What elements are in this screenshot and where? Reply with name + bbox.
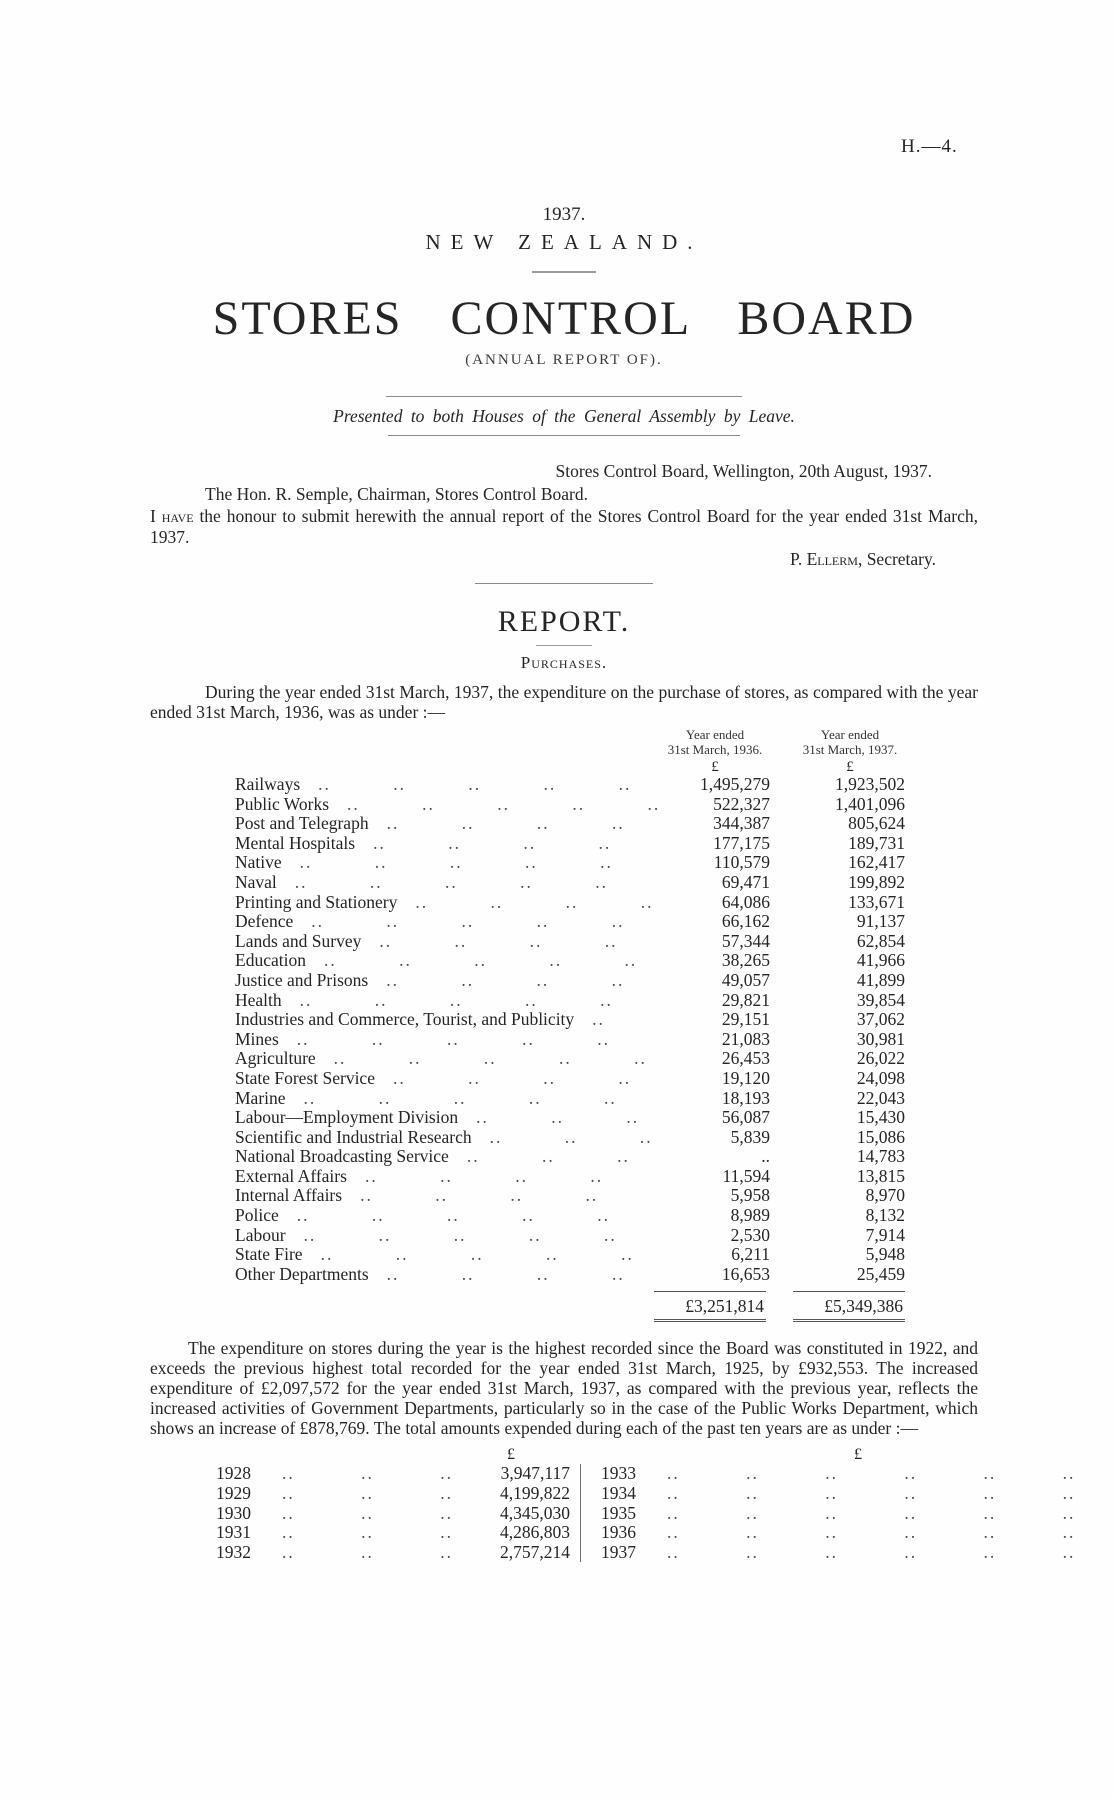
row-value-1936: 29,151 xyxy=(721,1009,770,1030)
ten-year-table xyxy=(150,1446,978,1562)
letter-body-smallcaps: have xyxy=(161,506,194,526)
row-value-1936: 57,344 xyxy=(721,930,770,951)
year-row xyxy=(216,1523,570,1543)
row-label: Naval xyxy=(235,871,277,892)
row-label: Public Works xyxy=(235,793,330,814)
intro-paragraph: During the year ended 31st March, 1937, the expenditure on the purchase of stores, as compared with the year ended 31st March, 1936, was as under :— xyxy=(150,682,978,722)
row-value-1936: 5,839 xyxy=(730,1126,770,1147)
year-label: 1933 xyxy=(601,1463,636,1484)
row-value-1937: 133,671 xyxy=(848,891,905,912)
leader-dots xyxy=(449,1147,660,1167)
year-amount: 4,199,822 xyxy=(500,1483,570,1504)
analysis-text: The expenditure on stores during the year is the highest recorded since the Board was constituted in 1922, and exceeds the previous highest total recorded for the year ended 31st March, 1925, by £932,553. The increased expenditure of £2,097,572 for the year ended 31st March, 1937, as compared with the previous year, reflects the increased activities of Government Departments, particularly so in the case of the Public Works Department, which shows an increase of £878,769. The total amounts expended during each of the past ten years are as under :— xyxy=(150,1338,978,1439)
row-value-1936: 8,989 xyxy=(730,1205,770,1226)
leader-dots xyxy=(397,893,660,913)
leader-dots xyxy=(649,1543,1114,1563)
row-value-1937: 30,981 xyxy=(856,1028,905,1049)
leader-dots xyxy=(264,1464,450,1484)
table-row xyxy=(150,1265,978,1285)
purchases-section-heading: Purchases. xyxy=(520,653,608,672)
row-value-1936: 1,495,279 xyxy=(700,774,770,794)
divider-rule xyxy=(475,583,653,584)
row-value-1937: 1,401,096 xyxy=(835,793,905,814)
row-value-1937: 39,854 xyxy=(856,989,905,1010)
leader-dots xyxy=(329,795,660,815)
year-label: 1935 xyxy=(601,1502,636,1523)
table-row xyxy=(150,834,978,854)
row-value-1936: 49,057 xyxy=(721,969,770,990)
table-row xyxy=(150,1226,978,1246)
year-amount: 2,757,214 xyxy=(500,1541,570,1562)
row-value-1937: 15,086 xyxy=(856,1126,905,1147)
leader-dots xyxy=(264,1504,450,1524)
year-label: 1936 xyxy=(601,1522,636,1543)
row-value-1936: .. xyxy=(761,1146,770,1167)
year-amount: 4,286,803 xyxy=(500,1522,570,1543)
signature-name: P. Ellerm xyxy=(790,549,858,569)
year-label: 1930 xyxy=(216,1502,251,1523)
year-amount: 3,947,117 xyxy=(500,1463,570,1484)
leader-dots xyxy=(375,1069,660,1089)
year-label: 1928 xyxy=(216,1463,251,1484)
leader-dots xyxy=(279,1030,660,1050)
pound-sign: £ xyxy=(711,759,719,775)
letter-dateline: Stores Control Board, Wellington, 20th August, 1937. xyxy=(555,461,932,481)
table-row xyxy=(150,1147,978,1167)
year-label: 1937 xyxy=(601,1541,636,1562)
row-value-1937: 7,914 xyxy=(865,1224,905,1245)
row-value-1937: 91,137 xyxy=(856,911,905,932)
year-heading: 1937. xyxy=(542,204,586,225)
row-value-1937: 5,948 xyxy=(865,1244,905,1265)
leader-dots xyxy=(361,932,660,952)
leader-dots xyxy=(649,1523,1114,1543)
row-value-1936: 64,086 xyxy=(721,891,770,912)
row-value-1936: 18,193 xyxy=(721,1087,770,1108)
row-value-1936: 2,530 xyxy=(730,1224,770,1245)
totals-spacer xyxy=(235,1291,654,1322)
row-value-1936: 21,083 xyxy=(721,1028,770,1049)
row-label: Internal Affairs xyxy=(235,1185,343,1206)
year-row xyxy=(601,1484,1114,1504)
row-value-1937: 26,022 xyxy=(856,1048,905,1069)
row-value-1937: 41,899 xyxy=(856,969,905,990)
row-value-1936: 6,211 xyxy=(731,1244,770,1265)
table-row xyxy=(150,1108,978,1128)
column-header-line: Year ended xyxy=(820,727,880,742)
purchases-table-body xyxy=(150,775,978,1284)
row-value-1936: 38,265 xyxy=(721,950,770,971)
year-row xyxy=(601,1543,1114,1563)
row-value-1937: 8,970 xyxy=(865,1185,905,1206)
row-value-1937: 15,430 xyxy=(856,1107,905,1128)
leader-dots xyxy=(300,775,660,795)
row-value-1937: 13,815 xyxy=(856,1165,905,1186)
row-value-1936: 110,579 xyxy=(713,852,770,873)
row-value-1936: 29,821 xyxy=(721,989,770,1010)
row-label: Railways xyxy=(235,774,301,794)
row-label: Other Departments xyxy=(235,1263,369,1284)
year-row xyxy=(216,1464,570,1484)
leader-dots xyxy=(649,1484,1114,1504)
table-row xyxy=(150,1186,978,1206)
year-row xyxy=(216,1504,570,1524)
leader-dots xyxy=(649,1464,1114,1484)
row-label: Scientific and Industrial Research xyxy=(235,1126,472,1147)
year-label: 1934 xyxy=(601,1483,636,1504)
table-row xyxy=(150,951,978,971)
analysis-paragraph xyxy=(150,1338,978,1438)
right-pound-header xyxy=(581,1446,978,1464)
column-header-line: Year ended xyxy=(685,727,745,742)
row-value-1937: 8,132 xyxy=(865,1205,905,1226)
leader-dots xyxy=(368,971,660,991)
letter-signature xyxy=(150,549,978,570)
leader-dots xyxy=(369,1265,660,1285)
row-label: Marine xyxy=(235,1087,286,1108)
divider-rule xyxy=(386,396,742,397)
column-header-1937 xyxy=(795,727,905,775)
leader-dots xyxy=(264,1484,450,1504)
letter-body-rest: the honour to submit herewith the annual report of the Stores Control Board for the year ended 31st March, 1937. xyxy=(150,506,978,547)
table-row xyxy=(150,853,978,873)
leader-dots xyxy=(264,1543,450,1563)
year-row xyxy=(601,1523,1114,1543)
row-value-1936: 5,958 xyxy=(730,1185,770,1206)
year-label: 1931 xyxy=(216,1522,251,1543)
table-row xyxy=(150,1089,978,1109)
leader-dots xyxy=(574,1010,660,1030)
row-value-1936: 522,327 xyxy=(713,793,770,814)
pound-sign: £ xyxy=(846,759,854,775)
row-value-1936: 69,471 xyxy=(721,871,770,892)
table-row xyxy=(150,1167,978,1187)
row-value-1936: 16,653 xyxy=(721,1263,770,1284)
column-header-1936 xyxy=(660,727,770,775)
row-value-1937: 199,892 xyxy=(848,871,905,892)
row-value-1936: 56,087 xyxy=(721,1107,770,1128)
year-row xyxy=(601,1504,1114,1524)
ten-year-left-column xyxy=(150,1464,581,1562)
report-subtitle: (ANNUAL REPORT OF). xyxy=(465,352,663,368)
table-row xyxy=(150,932,978,952)
row-label: National Broadcasting Service xyxy=(235,1146,449,1167)
row-label: Mines xyxy=(235,1028,279,1049)
row-value-1937: 805,624 xyxy=(848,813,905,834)
row-value-1937: 41,966 xyxy=(856,950,905,971)
report-heading: REPORT. xyxy=(497,605,631,638)
left-pound-header xyxy=(150,1446,581,1464)
report-title: STORES CONTROL BOARD xyxy=(212,292,916,345)
total-1936: £3,251,814 xyxy=(654,1291,766,1322)
doc-reference: H.—4. xyxy=(901,136,958,157)
row-label: State Forest Service xyxy=(235,1067,375,1088)
table-row xyxy=(150,1206,978,1226)
leader-dots xyxy=(293,912,660,932)
pound-sign: £ xyxy=(507,1446,515,1464)
year-label: 1932 xyxy=(216,1541,251,1562)
header-spacer xyxy=(235,727,660,775)
totals-row xyxy=(150,1291,978,1322)
year-row xyxy=(216,1543,570,1563)
row-label: Industries and Commerce, Tourist, and Publicity xyxy=(235,1009,575,1030)
content-column xyxy=(150,0,978,1562)
row-value-1936: 11,594 xyxy=(722,1165,770,1186)
leader-dots xyxy=(369,814,660,834)
leader-dots xyxy=(286,1089,660,1109)
row-label: Lands and Survey xyxy=(235,930,362,951)
row-label: Mental Hospitals xyxy=(235,832,356,853)
table-row xyxy=(150,1245,978,1265)
table-row xyxy=(150,1069,978,1089)
leader-dots xyxy=(282,991,660,1011)
total-1937: £5,349,386 xyxy=(793,1291,905,1322)
row-value-1937: 1,923,502 xyxy=(835,774,905,794)
table-row xyxy=(150,775,978,795)
row-value-1937: 162,417 xyxy=(848,852,905,873)
column-header-line: 31st March, 1936. xyxy=(667,742,763,757)
table-row xyxy=(150,814,978,834)
table-row xyxy=(150,795,978,815)
row-value-1936: 19,120 xyxy=(721,1067,770,1088)
year-amount: 4,345,030 xyxy=(500,1502,570,1523)
pound-sign: £ xyxy=(854,1446,862,1464)
row-label: Defence xyxy=(235,911,294,932)
table-row xyxy=(150,1030,978,1050)
country-heading: NEW ZEALAND. xyxy=(425,230,703,254)
leader-dots xyxy=(347,1167,660,1187)
table-row xyxy=(150,912,978,932)
row-value-1937: 189,731 xyxy=(848,832,905,853)
purchases-table-header xyxy=(150,727,978,775)
leader-dots xyxy=(264,1523,450,1543)
table-row xyxy=(150,1049,978,1069)
ten-year-table-columns xyxy=(150,1464,978,1562)
leader-dots xyxy=(342,1186,660,1206)
table-row xyxy=(150,971,978,991)
leader-dots xyxy=(279,1206,660,1226)
row-value-1936: 177,175 xyxy=(713,832,770,853)
leader-dots xyxy=(472,1128,660,1148)
row-label: External Affairs xyxy=(235,1165,347,1186)
leader-dots xyxy=(316,1049,660,1069)
row-label: Education xyxy=(235,950,306,971)
row-label: Native xyxy=(235,852,282,873)
table-row xyxy=(150,893,978,913)
letter-body xyxy=(150,506,978,548)
leader-dots xyxy=(277,873,660,893)
divider-rule xyxy=(536,645,592,646)
signature-role: , Secretary. xyxy=(857,549,936,569)
row-label: Agriculture xyxy=(235,1048,316,1069)
leader-dots xyxy=(355,834,660,854)
presented-line: Presented to both Houses of the General Assembly by Leave. xyxy=(333,406,795,426)
divider-rule xyxy=(388,435,740,436)
row-label: Post and Telegraph xyxy=(235,813,369,834)
leader-dots xyxy=(303,1245,660,1265)
year-label: 1929 xyxy=(216,1483,251,1504)
leader-dots xyxy=(286,1226,660,1246)
table-row xyxy=(150,1128,978,1148)
ten-year-right-column xyxy=(581,1464,1114,1562)
leader-dots xyxy=(282,853,660,873)
letter-block xyxy=(150,461,978,570)
row-value-1937: 37,062 xyxy=(856,1009,905,1030)
leader-dots xyxy=(306,951,660,971)
row-value-1937: 14,783 xyxy=(856,1146,905,1167)
row-label: Printing and Stationery xyxy=(235,891,398,912)
row-value-1936: 66,162 xyxy=(721,911,770,932)
leader-dots xyxy=(458,1108,660,1128)
row-value-1936: 344,387 xyxy=(713,813,770,834)
row-label: Labour—Employment Division xyxy=(235,1107,459,1128)
ten-year-table-header xyxy=(150,1446,978,1464)
column-header-line: 31st March, 1937. xyxy=(802,742,898,757)
row-label: Health xyxy=(235,989,282,1010)
row-value-1936: 26,453 xyxy=(721,1048,770,1069)
row-value-1937: 62,854 xyxy=(856,930,905,951)
divider-rule xyxy=(532,271,596,273)
letter-addressee: The Hon. R. Semple, Chairman, Stores Control Board. xyxy=(205,484,589,504)
row-label: Police xyxy=(235,1205,279,1226)
row-value-1937: 25,459 xyxy=(856,1263,905,1284)
row-label: State Fire xyxy=(235,1244,303,1265)
row-label: Justice and Prisons xyxy=(235,969,369,990)
table-row xyxy=(150,873,978,893)
purchases-table xyxy=(150,727,978,1322)
table-row xyxy=(150,991,978,1011)
year-row xyxy=(601,1464,1114,1484)
row-value-1937: 24,098 xyxy=(856,1067,905,1088)
table-row xyxy=(150,1010,978,1030)
row-value-1937: 22,043 xyxy=(856,1087,905,1108)
row-label: Labour xyxy=(235,1224,286,1245)
leader-dots xyxy=(649,1504,1114,1524)
year-row xyxy=(216,1484,570,1504)
letter-body-prefix: I xyxy=(150,506,162,526)
